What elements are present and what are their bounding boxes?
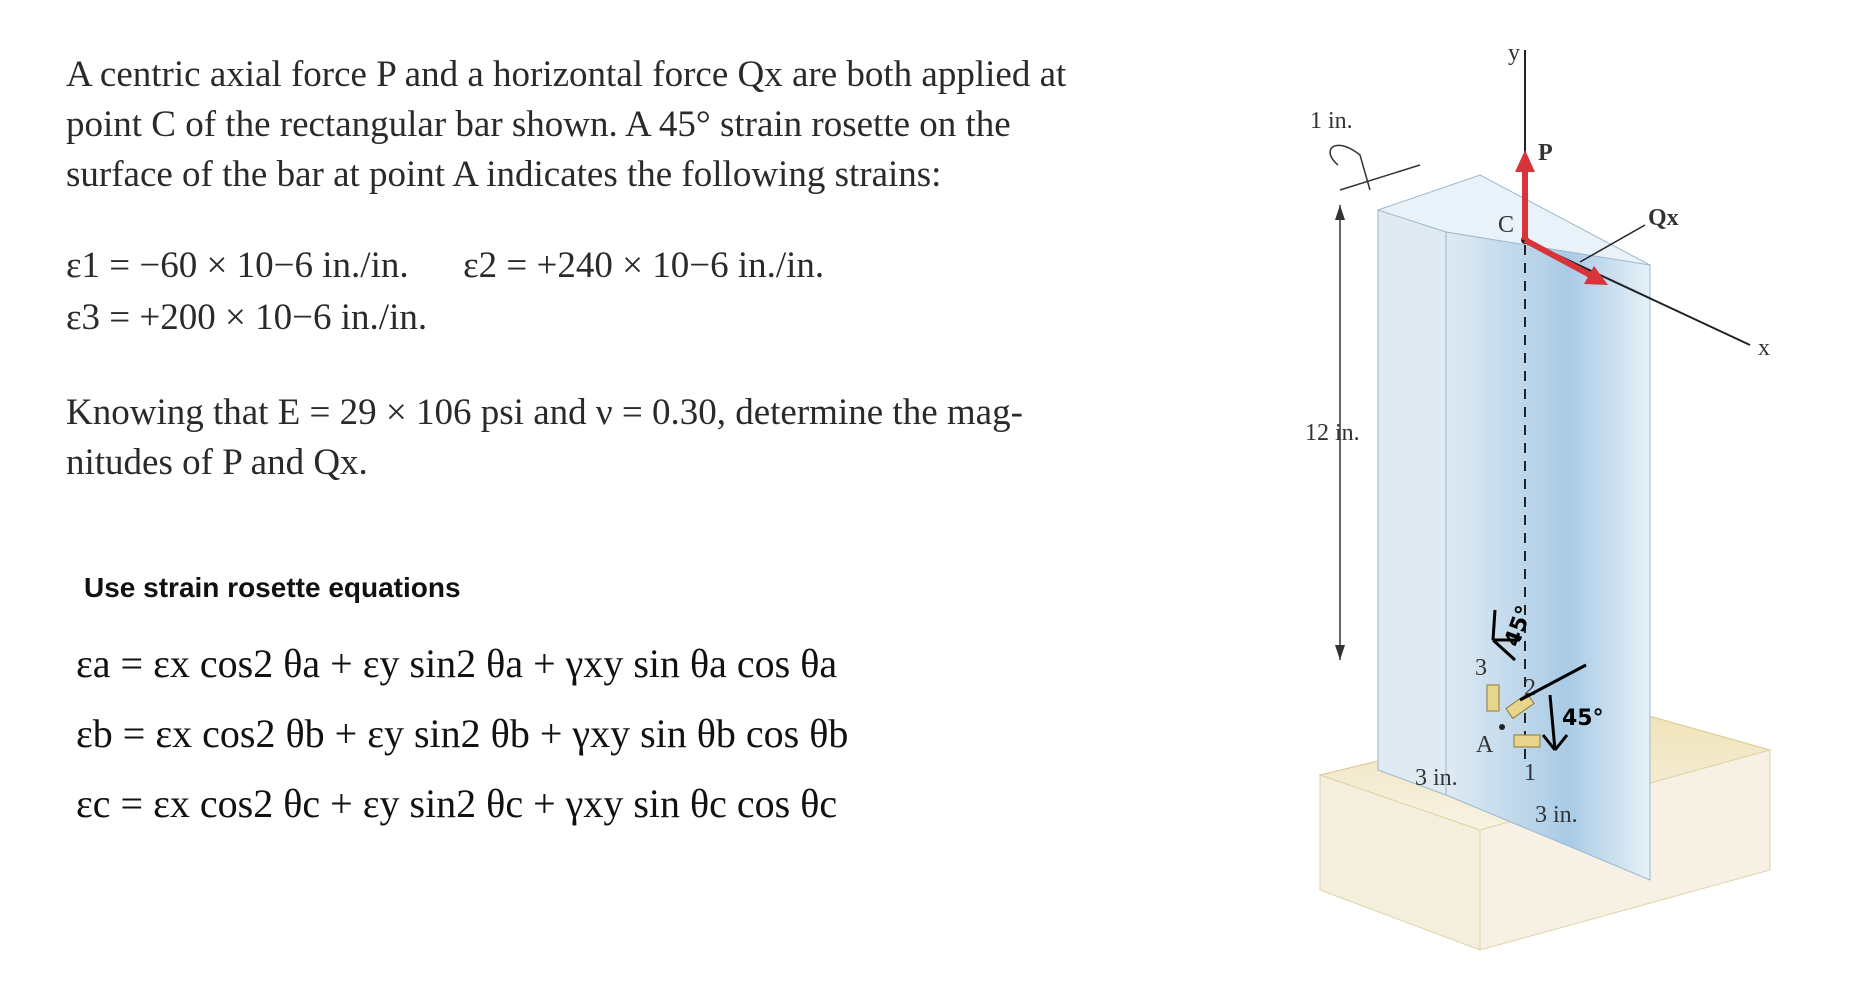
force-p-arrowhead	[1515, 150, 1535, 172]
dim-1in-label: 1 in.	[1310, 108, 1353, 134]
given-values	[66, 388, 1134, 488]
bar-front-face	[1378, 210, 1446, 795]
x-axis-label: x	[1758, 335, 1770, 361]
problem-line-1: A centric axial force P and a horizontal force Qx are both applied at	[66, 54, 1067, 95]
gauge-1-label: 1	[1524, 760, 1536, 786]
strain-e2: ε2 = +240 × 10−6 in./in.	[463, 245, 825, 286]
knowing-line-2: nitudes of P and Qx.	[66, 442, 368, 483]
strain-e3: ε3 = +200 × 10−6 in./in.	[66, 297, 428, 338]
strain-readings	[66, 240, 824, 344]
hand-angle-1: 45°	[1500, 602, 1538, 651]
dim-1in-arc	[1330, 145, 1370, 190]
knowing-line-1: Knowing that E = 29 × 106 psi and ν = 0.30, determine the mag-	[66, 392, 1023, 433]
problem-line-2: point C of the rectangular bar shown. A 45° strain rosette on the	[66, 104, 1011, 145]
force-p-label: P	[1538, 140, 1553, 166]
force-q-label: Qx	[1648, 205, 1679, 231]
gauge-2-label: 2	[1524, 675, 1536, 701]
bar-figure	[1280, 0, 1850, 1000]
rosette-title: Use strain rosette equations	[84, 572, 461, 603]
problem-statement	[66, 50, 1134, 200]
dim-12in-arrow-top	[1335, 205, 1345, 220]
equation-c: εc = εx cos2 θc + εy sin2 θc + γxy sin θc cos θc	[76, 781, 838, 826]
y-axis-label: y	[1508, 40, 1520, 66]
bar-large-face	[1446, 232, 1650, 880]
point-c-label: C	[1498, 212, 1515, 238]
bar-diagram	[1280, 0, 1850, 1000]
gauge-3-label: 3	[1475, 655, 1487, 681]
strain-e1: ε1 = −60 × 10−6 in./in.	[66, 245, 409, 286]
hand-angle-2: 45°	[1562, 706, 1604, 731]
dim-12in-label: 12 in.	[1305, 420, 1360, 446]
equation-a: εa = εx cos2 θa + εy sin2 θa + γxy sin θa cos θa	[76, 641, 838, 686]
gauge-3	[1487, 685, 1499, 711]
problem-line-3: surface of the bar at point A indicates the following strains:	[66, 154, 942, 195]
gauge-1	[1514, 735, 1540, 747]
dim-3in-right-label: 3 in.	[1535, 802, 1578, 828]
dim-3in-left-label: 3 in.	[1415, 765, 1458, 791]
dim-12in-arrow-bottom	[1335, 645, 1345, 660]
point-a	[1499, 724, 1505, 730]
equation-b: εb = εx cos2 θb + εy sin2 θb + γxy sin θb cos θb	[76, 711, 849, 756]
dim-1in-line	[1340, 165, 1420, 190]
point-a-label: A	[1476, 732, 1494, 758]
